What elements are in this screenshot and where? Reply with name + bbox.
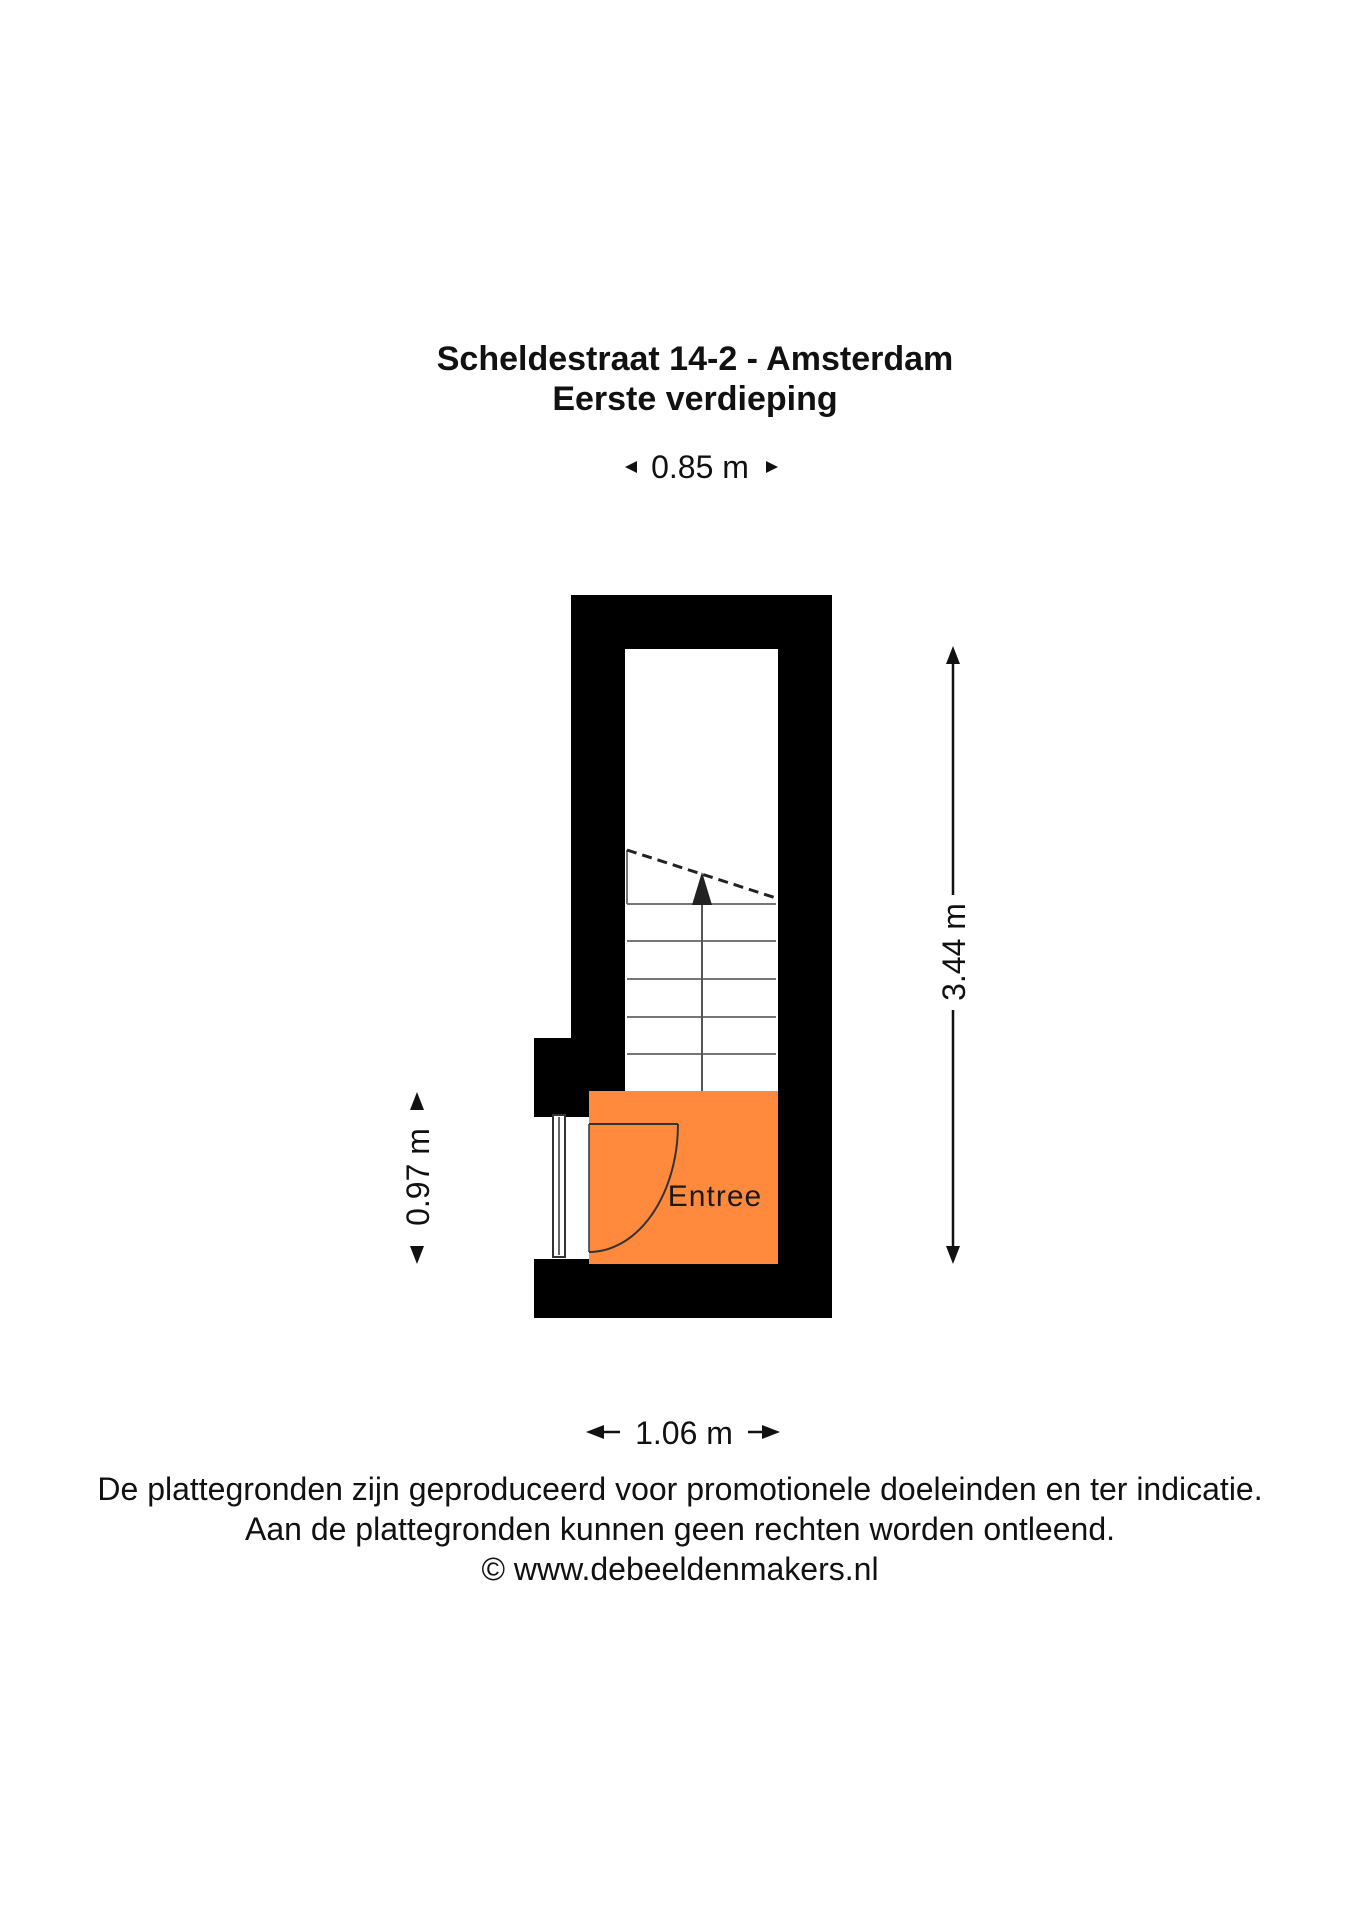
right-dim-label: 3.44 m [936, 903, 972, 1001]
wall-right [778, 595, 832, 1318]
right-dimension [936, 646, 972, 1264]
entrance-room [589, 1091, 778, 1264]
entrance-label: Entree [667, 1180, 763, 1213]
disclaimer-line-2: Aan de plattegronden kunnen geen rechten worden ontleend. [244, 1511, 1116, 1547]
left-dimension [400, 1092, 436, 1264]
wall-left [571, 595, 625, 1095]
wall-left-stub-lower [534, 1259, 589, 1318]
plan-title: Scheldestraat 14-2 - Amsterdam [436, 340, 954, 378]
bottom-dim-label: 1.06 m [635, 1415, 733, 1451]
bottom-dim-arrow-right [762, 1425, 780, 1439]
left-dim-arrow-top [410, 1092, 424, 1110]
top-dim-arrow-right [766, 461, 778, 473]
top-dimension [625, 449, 778, 485]
top-dim-label: 0.85 m [651, 449, 749, 485]
left-dim-label: 0.97 m [400, 1128, 436, 1226]
top-dim-arrow-left [625, 461, 637, 473]
right-dim-arrow-bottom [946, 1246, 960, 1264]
right-dim-arrow-top [946, 646, 960, 664]
disclaimer-line-1: De plattegronden zijn geproduceerd voor promotionele doeleinden en ter indicatie. [97, 1471, 1263, 1507]
copyright-link[interactable]: © www.debeeldenmakers.nl [481, 1551, 879, 1587]
floor-name: Eerste verdieping [552, 380, 838, 418]
bottom-dimension [586, 1415, 780, 1451]
left-dim-arrow-bottom [410, 1246, 424, 1264]
